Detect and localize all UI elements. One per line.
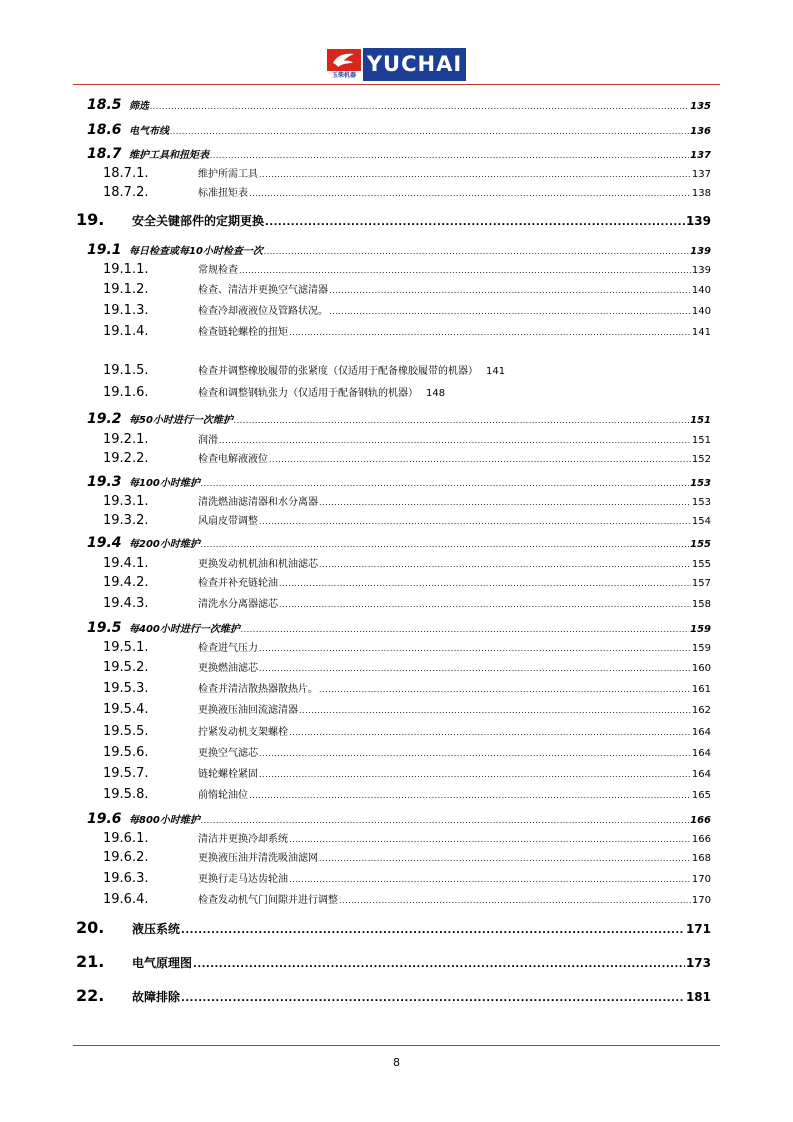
toc-page: 159: [691, 643, 711, 654]
toc-page: 148: [426, 388, 446, 399]
toc-number: 20.: [76, 918, 105, 937]
toc-title: 清洗水分离器滤芯: [198, 599, 278, 610]
toc-leader: [339, 888, 691, 907]
toc-leader: [239, 258, 691, 277]
toc-leader: [319, 846, 691, 865]
toc-leader: [201, 471, 689, 490]
toc-entry[interactable]: [73, 592, 711, 611]
toc-number: 19.1.1.: [103, 262, 149, 277]
toc-title: 每50小时进行一次维护: [129, 415, 233, 426]
toc-title: 清洁并更换冷却系统: [198, 834, 288, 845]
toc-leader: [319, 552, 691, 571]
toc-entry[interactable]: [73, 490, 711, 509]
toc-page: 139: [685, 214, 711, 228]
toc-entry[interactable]: [73, 447, 711, 466]
toc-leader: [259, 509, 691, 528]
toc-page: 170: [691, 895, 711, 906]
toc-number: 19.3.2.: [103, 513, 149, 528]
toc-entry[interactable]: [73, 698, 711, 717]
toc-leader: [219, 428, 691, 447]
toc-entry[interactable]: [73, 181, 711, 200]
toc-leader: [279, 571, 691, 590]
toc-title: 更换行走马达齿轮油: [198, 874, 288, 885]
toc-number: 22.: [76, 986, 105, 1005]
toc-entry[interactable]: [73, 362, 711, 378]
toc-title: 检查并清洁散热器散热片。: [198, 684, 318, 695]
toc-page: 153: [690, 478, 711, 489]
toc-page: 140: [691, 285, 711, 296]
toc-leader: [259, 636, 691, 655]
toc-leader: [289, 867, 691, 886]
toc-page: 137: [690, 150, 711, 161]
logo-emblem: [326, 48, 362, 81]
toc-entry[interactable]: [73, 428, 711, 447]
toc-entry[interactable]: [73, 986, 711, 1005]
toc-title: 电气原理图: [132, 956, 193, 970]
toc-page: 137: [691, 169, 711, 180]
toc-leader: [259, 162, 691, 181]
toc-entry[interactable]: [73, 552, 711, 571]
toc-number: 19.6.1.: [103, 831, 149, 846]
toc-page: 170: [691, 874, 711, 885]
toc-page: 152: [691, 454, 711, 465]
toc-number: 19.2.2.: [103, 451, 149, 466]
toc-leader: [264, 239, 689, 258]
toc-number: 18.5: [87, 97, 122, 113]
toc-page: 151: [691, 435, 711, 446]
toc-title: 标准扭矩表: [198, 188, 248, 199]
toc-title: 检查发动机气门间隙并进行调整: [198, 895, 338, 906]
toc-page: 166: [690, 815, 711, 826]
toc-page: 136: [690, 126, 711, 137]
toc-entry[interactable]: [73, 952, 711, 971]
toc-entry[interactable]: [73, 888, 711, 907]
toc-title: 检查和调整钢轨张力（仅适用于配备钢轨的机器）: [198, 388, 418, 399]
toc-number: 19.2.1.: [103, 432, 149, 447]
toc-title: 每800小时维护: [129, 815, 200, 826]
toc-leader: [259, 762, 691, 781]
toc-number: 19.3: [87, 474, 122, 490]
toc-entry[interactable]: [73, 827, 711, 846]
toc-leader: [201, 808, 689, 827]
toc-page: 161: [691, 684, 711, 695]
toc-entry[interactable]: [73, 720, 711, 739]
toc-leader: [299, 698, 691, 717]
toc-title: 风扇皮带调整: [198, 516, 258, 527]
toc-entry[interactable]: [73, 278, 711, 297]
toc-number: 19.5.4.: [103, 702, 149, 717]
toc-title: 更换发动机机油和机油滤芯: [198, 559, 318, 570]
toc-number: 19.6.3.: [103, 871, 149, 886]
toc-number: 19.4: [87, 535, 122, 551]
toc-page: 155: [691, 559, 711, 570]
toc-leader: [289, 720, 691, 739]
toc-title: 前惰轮油位: [198, 790, 248, 801]
toc-number: 19.1.3.: [103, 303, 149, 318]
toc-leader: [201, 532, 689, 551]
toc-leader: [319, 677, 691, 696]
toc-number: 19.6: [87, 811, 122, 827]
toc-title: 每200小时维护: [129, 539, 200, 550]
toc-title: 维护工具和扭矩表: [129, 150, 209, 161]
toc-number: 19.5.8.: [103, 787, 149, 802]
toc-page: 154: [691, 516, 711, 527]
toc-number: 19.5.7.: [103, 766, 149, 781]
toc-title: 维护所需工具: [198, 169, 258, 180]
toc-page: 138: [691, 188, 711, 199]
toc-title: 常规检查: [198, 265, 238, 276]
toc-entry[interactable]: [73, 119, 711, 138]
toc-page: 165: [691, 790, 711, 801]
toc-leader: [259, 656, 691, 675]
toc-page: 139: [690, 246, 711, 257]
toc-number: 19.6.4.: [103, 892, 149, 907]
toc-entry[interactable]: [73, 143, 711, 162]
toc-number: 19.1.6.: [103, 385, 149, 400]
toc-title: 电气布线: [129, 126, 169, 137]
toc-entry[interactable]: [73, 762, 711, 781]
toc-entry[interactable]: [73, 239, 711, 258]
toc-number: 19.4.3.: [103, 596, 149, 611]
toc-title: 更换液压油回流滤清器: [198, 705, 298, 716]
toc-page: 157: [691, 578, 711, 589]
toc-entry[interactable]: [73, 320, 711, 339]
toc-title: 每100小时维护: [129, 478, 200, 489]
toc-leader: [193, 952, 685, 971]
toc-number: 19.4.2.: [103, 575, 149, 590]
toc-title: 链轮螺栓紧固: [198, 769, 258, 780]
toc-page: 164: [691, 727, 711, 738]
toc-page: 164: [691, 748, 711, 759]
toc-number: 19.6.2.: [103, 850, 149, 865]
toc-page: 141: [486, 366, 506, 377]
toc-title: 更换燃油滤芯: [198, 663, 258, 674]
toc-title: 更换空气滤芯: [198, 748, 258, 759]
toc-number: 18.6: [87, 122, 122, 138]
header-rule: [73, 84, 720, 85]
toc-title: 润滑: [198, 435, 218, 446]
toc-page: 153: [691, 497, 711, 508]
toc-leader: [319, 490, 691, 509]
toc-page: 166: [691, 834, 711, 845]
toc-number: 19.1: [87, 242, 122, 258]
toc-entry[interactable]: [73, 471, 711, 490]
logo-emblem-red: [327, 49, 361, 71]
toc-number: 19.1.2.: [103, 282, 149, 297]
toc-number: 19.4.1.: [103, 556, 149, 571]
toc-page: 168: [691, 853, 711, 864]
toc-entry[interactable]: [73, 918, 711, 937]
toc-number: 18.7.1.: [103, 166, 149, 181]
toc-page: 164: [691, 769, 711, 780]
footer-rule: [73, 1045, 720, 1046]
toc-entry[interactable]: [73, 656, 711, 675]
toc-entry[interactable]: [73, 384, 711, 400]
toc-title: 筛选: [129, 101, 149, 112]
toc-title: 检查链轮螺栓的扭矩: [198, 327, 288, 338]
toc-entry[interactable]: [73, 210, 711, 229]
toc-number: 19.5.3.: [103, 681, 149, 696]
logo-wordmark: YUCHAI: [363, 48, 466, 81]
toc-leader: [170, 119, 689, 138]
toc-entry[interactable]: [73, 94, 711, 113]
logo-bird-icon: [327, 49, 361, 71]
toc-number: 19.3.1.: [103, 494, 149, 509]
toc-entry[interactable]: [73, 741, 711, 760]
toc-page: 181: [685, 990, 711, 1004]
toc-page: 139: [691, 265, 711, 276]
toc-title: 每400小时进行一次维护: [129, 624, 240, 635]
toc-entry[interactable]: [73, 162, 711, 181]
toc-title: 检查、清洁并更换空气滤清器: [198, 285, 328, 296]
toc-title: 检查并补充链轮油: [198, 578, 278, 589]
toc-page: 158: [691, 599, 711, 610]
toc-leader: [241, 617, 689, 636]
toc-leader: [249, 783, 691, 802]
toc-title: 故障排除: [132, 990, 181, 1004]
toc-entry[interactable]: [73, 258, 711, 277]
yuchai-logo: [326, 48, 466, 81]
toc-leader: [269, 447, 691, 466]
toc-number: 19.1.5.: [103, 363, 149, 378]
toc-page: 135: [690, 101, 711, 112]
toc-leader: [265, 210, 685, 229]
toc-number: 19.5.5.: [103, 724, 149, 739]
toc-leader: [249, 181, 691, 200]
toc-number: 19.5: [87, 620, 122, 636]
toc-title: 检查并调整橡胶履带的张紧度（仅适用于配备橡胶履带的机器）: [198, 366, 478, 377]
toc-title: 更换液压油并清洗吸油滤网: [198, 853, 318, 864]
toc-number: 18.7.2.: [103, 185, 149, 200]
toc-title: 检查电解液液位: [198, 454, 268, 465]
toc-page: 160: [691, 663, 711, 674]
page-number: 8: [393, 1056, 400, 1069]
toc-title: 拧紧发动机支架螺栓: [198, 727, 288, 738]
toc-entry[interactable]: [73, 509, 711, 528]
toc-number: 21.: [76, 952, 105, 971]
toc-page: 141: [691, 327, 711, 338]
toc-title: 液压系统: [132, 922, 181, 936]
toc-entry[interactable]: [73, 532, 711, 551]
toc-page: 173: [685, 956, 711, 970]
toc-leader: [210, 143, 689, 162]
toc-leader: [259, 741, 691, 760]
toc-entry[interactable]: [73, 571, 711, 590]
toc-leader: [329, 299, 691, 318]
toc-leader: [234, 408, 689, 427]
toc-page: 151: [690, 415, 711, 426]
toc-entry[interactable]: [73, 299, 711, 318]
toc-number: 19.1.4.: [103, 324, 149, 339]
toc-title: 检查进气压力: [198, 643, 258, 654]
toc-number: 19.5.1.: [103, 640, 149, 655]
toc-title: 检查冷却液液位及管路状况。: [198, 306, 328, 317]
toc-title: 每日检查或每10小时检查一次: [129, 246, 263, 257]
toc-entry[interactable]: [73, 677, 711, 696]
toc-entry[interactable]: [73, 783, 711, 802]
toc-number: 19.5.2.: [103, 660, 149, 675]
toc-leader: [181, 918, 685, 937]
toc-title: 安全关键部件的定期更换: [132, 214, 265, 228]
toc-page: 140: [691, 306, 711, 317]
toc-leader: [329, 278, 691, 297]
toc-leader: [181, 986, 685, 1005]
toc-leader: [279, 592, 691, 611]
toc-entry[interactable]: [73, 846, 711, 865]
toc-entry[interactable]: [73, 408, 711, 427]
toc-leader: [289, 827, 691, 846]
toc-entry[interactable]: [73, 867, 711, 886]
toc-page: 155: [690, 539, 711, 550]
toc-number: 19.2: [87, 411, 122, 427]
toc-page: 159: [690, 624, 711, 635]
logo-caption: 玉柴机器: [331, 72, 356, 79]
toc-leader: [150, 94, 689, 113]
toc-number: 18.7: [87, 146, 122, 162]
toc-number: 19.5.6.: [103, 745, 149, 760]
toc-page: 162: [691, 705, 711, 716]
toc-number: 19.: [76, 210, 105, 229]
toc-entry[interactable]: [73, 617, 711, 636]
toc-title: 清洗燃油滤清器和水分离器: [198, 497, 318, 508]
toc-entry[interactable]: [73, 808, 711, 827]
toc-leader: [289, 320, 691, 339]
toc-entry[interactable]: [73, 636, 711, 655]
toc-page: 171: [685, 922, 711, 936]
